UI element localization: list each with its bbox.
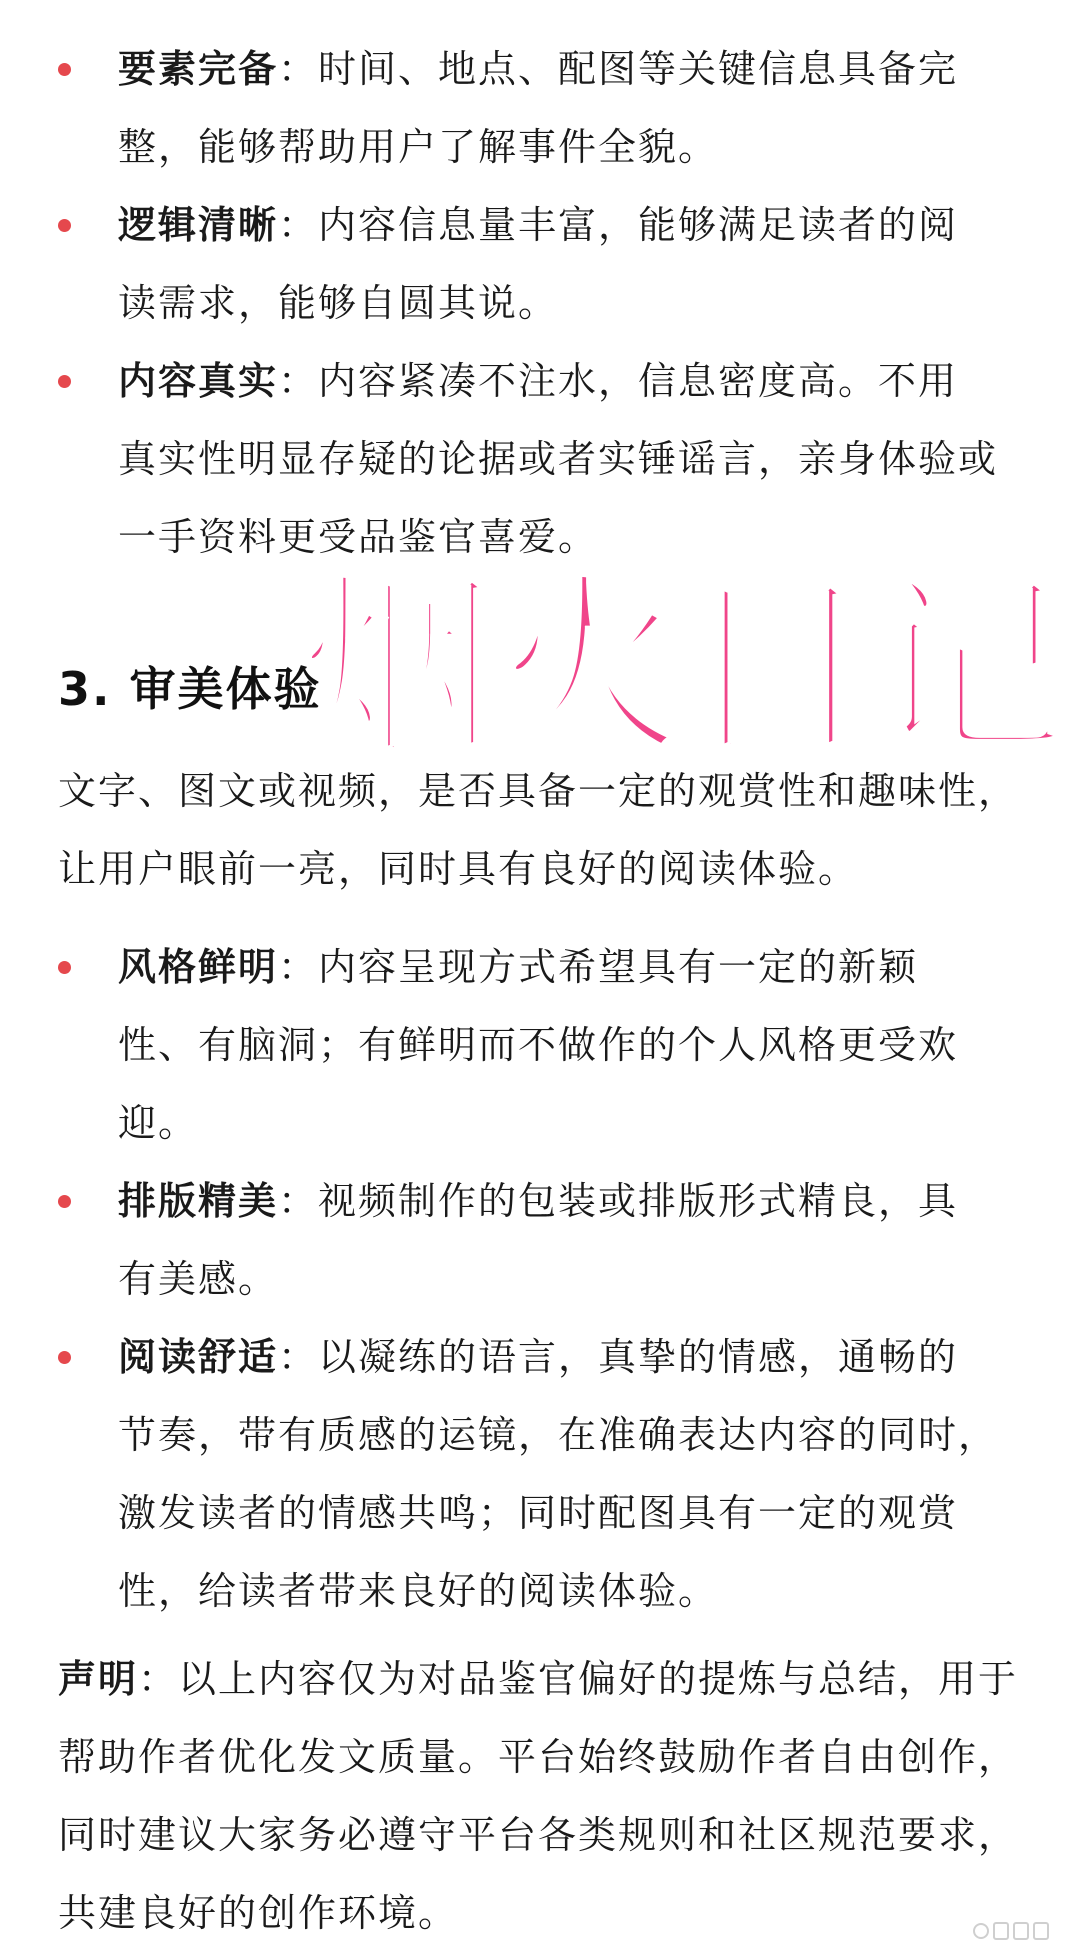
- bullet-colon: ：: [278, 359, 319, 403]
- bullet-term: 逻辑清晰: [118, 203, 279, 247]
- bullet-colon: ：: [278, 1335, 319, 1379]
- bullet-colon: ：: [278, 1179, 319, 1223]
- bullet-term: 阅读舒适: [118, 1335, 279, 1379]
- brand-corner-icon: [972, 1918, 1062, 1944]
- bullet-text: [118, 342, 998, 576]
- bullet-dot-icon: [58, 375, 71, 388]
- bullet-colon: ：: [278, 47, 319, 91]
- bullet-body: 内容呈现方式希望具有一定的新颖性、有脑洞；有鲜明而不做作的个人风格更受欢迎。: [118, 945, 959, 1145]
- bullet-text: [118, 928, 998, 1162]
- bullet-dot-icon: [58, 63, 71, 76]
- bullet-text: [118, 1162, 998, 1318]
- statement-paragraph: [58, 1640, 1038, 1952]
- bullet-text: [118, 1318, 998, 1630]
- bullet-dot-icon: [58, 961, 71, 974]
- watermark-logo: [300, 545, 1060, 765]
- bullet-colon: ：: [278, 203, 319, 247]
- bullet-term: 内容真实: [118, 359, 279, 403]
- statement-colon: ：: [138, 1657, 179, 1701]
- bullet-dot-icon: [58, 219, 71, 232]
- bullet-text: [118, 30, 998, 186]
- statement-label: 声明: [58, 1657, 139, 1701]
- bullet-body: 视频制作的包装或排版形式精良，具有美感。: [118, 1179, 959, 1301]
- bullet-dot-icon: [58, 1351, 71, 1364]
- bullet-body: 以凝练的语言，真挚的情感，通畅的节奏，带有质感的运镜，在准确表达内容的同时，激发读者的情感共鸣；同时配图具有一定的观赏性，给读者带来良好的阅读体验。: [118, 1335, 999, 1613]
- bullet-colon: ：: [278, 945, 319, 989]
- bullet-term: 要素完备: [118, 47, 279, 91]
- bullet-body: 时间、地点、配图等关键信息具备完整，能够帮助用户了解事件全貌。: [118, 47, 959, 169]
- statement-body: 以上内容仅为对品鉴官偏好的提炼与总结，用于帮助作者优化发文质量。平台始终鼓励作者自由创作，同时建议大家务必遵守平台各类规则和社区规范要求，共建良好的创作环境。: [58, 1657, 1019, 1935]
- section-heading: 3. 审美体验: [58, 662, 322, 716]
- bullet-term: 排版精美: [118, 1179, 279, 1223]
- section-intro: 文字、图文或视频，是否具备一定的观赏性和趣味性，让用户眼前一亮，同时具有良好的阅读体验。: [58, 769, 1019, 891]
- watermark-text: 烟火日记: [300, 554, 1060, 765]
- bullet-term: 风格鲜明: [118, 945, 279, 989]
- bullet-dot-icon: [58, 1195, 71, 1208]
- bullet-body: 内容紧凑不注水，信息密度高。不用真实性明显存疑的论据或者实锤谣言，亲身体验或一手资料更受品鉴官喜爱。: [118, 359, 999, 559]
- bullet-body: 内容信息量丰富，能够满足读者的阅读需求，能够自圆其说。: [118, 203, 959, 325]
- bullet-text: [118, 186, 998, 342]
